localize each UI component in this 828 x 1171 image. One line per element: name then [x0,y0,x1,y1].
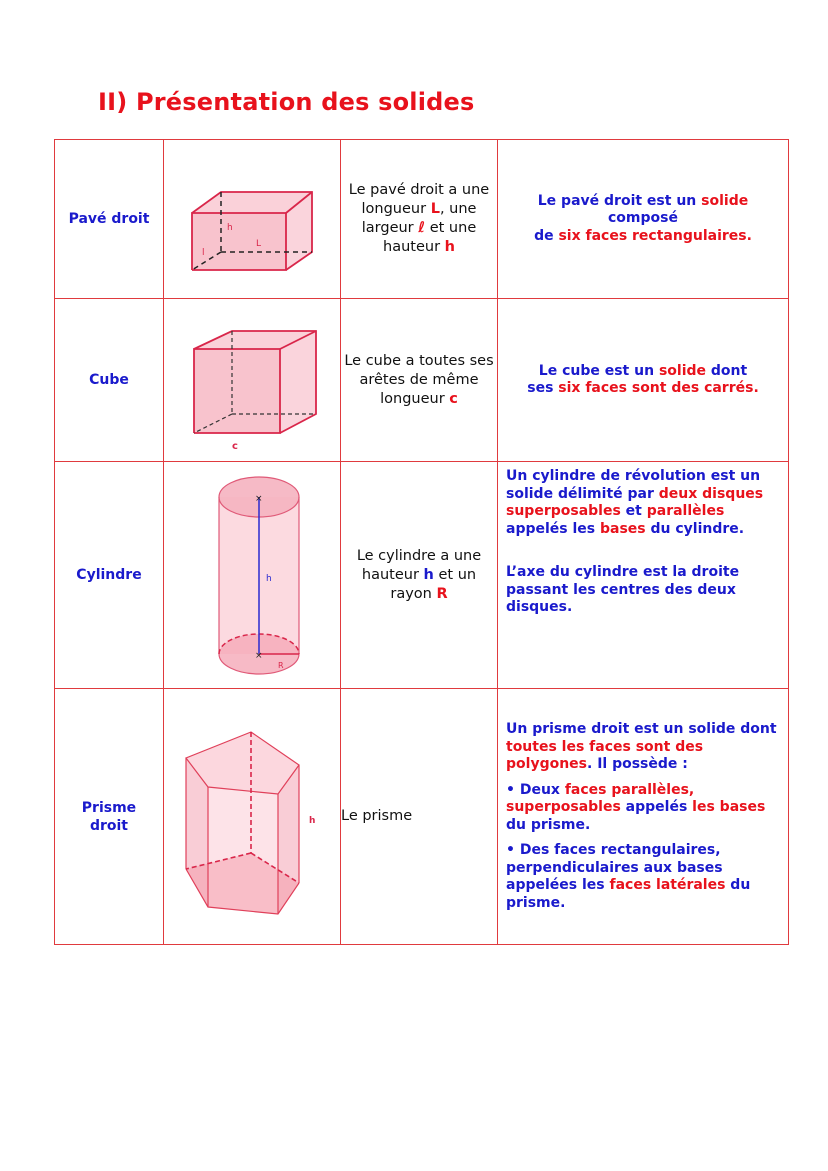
cylinder-icon [164,462,340,688]
figure-cell [164,462,341,689]
solid-definition [498,689,789,945]
solid-name: Prisme droit [55,689,164,945]
solid-definition: Le cube est un solide dont ses six faces sont des carrés. [498,299,789,462]
figure-cell [164,689,341,945]
svg-text:×: × [255,494,263,504]
svg-text:h: h [309,816,316,826]
cube-icon [164,299,340,461]
svg-text:L: L [256,239,262,249]
bullet-lateral-faces: • Des faces rectangulaires, perpendiculaires aux bases appelées les faces latérales du prisme. [506,842,751,911]
definition-paragraph: Un prisme droit est un solide dont toutes les faces sont des polygones. Il possède : [506,721,777,772]
definition-paragraph: Un cylindre de révolution est un solide délimité par deux disques superposables et parallèles appelés les bases du cylindre. [506,468,764,537]
table-row-prisme-droit [55,689,789,945]
solid-description: Le prisme [341,689,498,945]
label-h: h [444,239,455,255]
table-row-cylindre [55,462,789,689]
solid-description: Le cube a toutes ses arêtes de même longueur c [341,299,498,462]
solid-definition [498,462,789,689]
label-h: h [423,566,434,583]
svg-text:×: × [255,651,263,661]
solids-table [54,139,789,945]
label-l: ℓ [418,220,426,236]
figure-cell [164,140,341,299]
solid-name: Cylindre [55,462,164,689]
solid-description: Le pavé droit a une longueur L, une largeur ℓ et une hauteur h [341,140,498,299]
label-c: c [449,390,458,407]
bullet-bases: • Deux faces parallèles, superposables appelés les bases du prisme. [506,781,766,833]
svg-text:c: c [232,441,238,452]
label-L: L [430,201,440,217]
table-row-cube [55,299,789,462]
axis-paragraph: L’axe du cylindre est la droite passant les centres des deux disques. [506,564,740,615]
solid-name: Pavé droit [55,140,164,299]
svg-text:h: h [266,574,272,584]
figure-cell [164,299,341,462]
solid-definition: Le pavé droit est un solide composé de six faces rectangulaires. [498,140,789,299]
table-row-pave-droit [55,140,789,299]
solid-description: Le cylindre a une hauteur h et un rayon R [341,462,498,689]
pentagonal-prism-icon [164,689,340,944]
bullet-icon: • [506,842,520,858]
label-R: R [436,585,448,602]
page-title: II) Présentation des solides [98,88,475,116]
svg-text:R: R [278,661,284,670]
cuboid-icon [164,140,340,298]
solid-name: Cube [55,299,164,462]
bullet-icon: • [506,781,520,798]
svg-text:l: l [202,248,205,258]
svg-text:h: h [227,223,233,233]
